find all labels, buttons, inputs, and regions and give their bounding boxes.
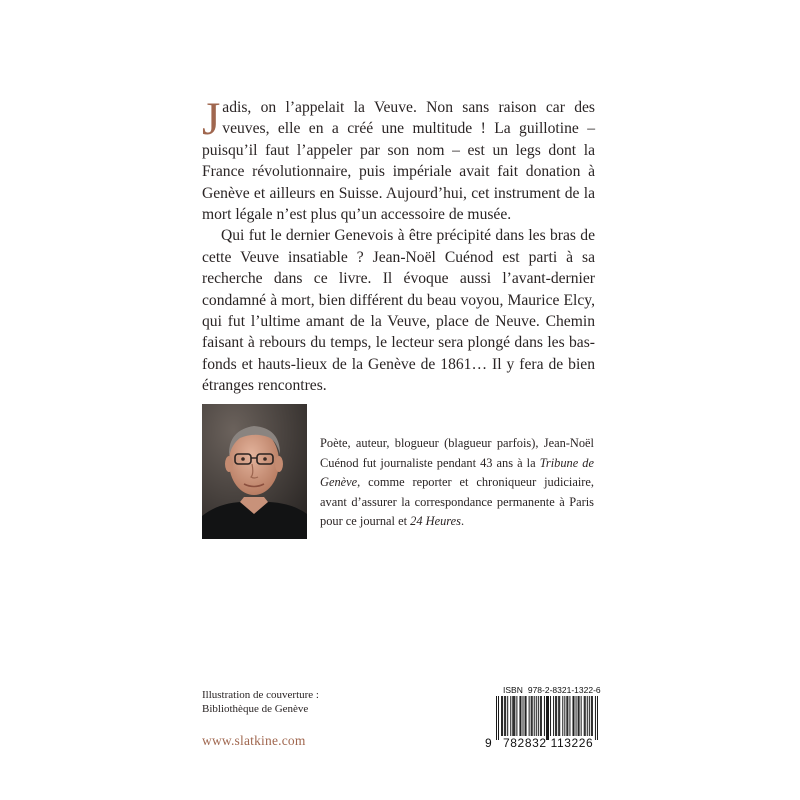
barcode-bar xyxy=(525,696,526,736)
barcode-bar xyxy=(558,696,559,736)
barcode-bar xyxy=(553,696,554,736)
bio-text-3: . xyxy=(460,514,465,528)
barcode-bar xyxy=(573,696,574,736)
blurb-paragraph-1 xyxy=(202,93,595,225)
publisher-website: www.slatkine.com xyxy=(202,733,306,748)
barcode-bar xyxy=(520,696,521,736)
barcode-bar xyxy=(507,696,508,736)
barcode-bar xyxy=(584,696,585,736)
author-portrait-image xyxy=(202,404,307,539)
barcode-bar xyxy=(576,696,577,736)
bio-text-2: , comme reporter et chroniqueur judiciaire, avant d’assurer la correspondance permanente à Paris pour ce journal et xyxy=(320,475,594,528)
barcode-bar xyxy=(547,696,548,740)
barcode-bar xyxy=(581,696,582,736)
barcode-bar xyxy=(566,696,567,736)
barcode-bar xyxy=(555,696,556,736)
barcode-bar xyxy=(589,696,590,736)
credit-line-2: Bibliothèque de Genève xyxy=(202,703,309,715)
barcode-bar xyxy=(501,696,502,736)
barcode-bar xyxy=(559,696,560,736)
barcode-bar xyxy=(531,696,532,736)
barcode-bar xyxy=(567,696,568,736)
barcode-bar xyxy=(502,696,503,736)
barcode-bar xyxy=(514,696,515,736)
barcode-bars xyxy=(496,696,598,740)
bio-publication-1: Tribune de Genève xyxy=(320,455,595,489)
barcode-bar xyxy=(597,696,598,740)
bio-publication-2: 24 Heures xyxy=(410,514,461,528)
barcode-bar xyxy=(591,696,592,736)
barcode-bar xyxy=(578,696,579,736)
barcode-bar xyxy=(574,696,575,736)
barcode-bar xyxy=(595,696,596,740)
barcode-bar xyxy=(498,696,499,740)
barcode-bar xyxy=(540,696,541,736)
barcode-bar xyxy=(562,696,563,736)
barcode-bar xyxy=(536,696,537,736)
barcode-bar xyxy=(519,696,520,736)
ean-digits: 782832 113226 xyxy=(503,736,594,750)
barcode-bar xyxy=(496,696,497,740)
bio-text-1: Poète, auteur, blogueur (blagueur parfois), Jean-Noël Cuénod fut journaliste pendant 43 ans à la xyxy=(320,436,594,470)
blurb-paragraph-1-text: adis, on l’appelait la Veuve. Non sans raison car des veuves, elle en a créé une multitude ! La guillotine – puisqu’il faut l’appeler par son nom – est un legs dont la France révolutionnaire, puis impériale avait fait donation à Genève et ailleurs en Suisse. Aujourd’hui, cet instrument de la mort légale n’est plus qu’un accessoire de musée. xyxy=(202,99,595,224)
barcode-bar xyxy=(544,696,545,736)
barcode-bar xyxy=(529,696,530,736)
barcode-bar xyxy=(564,696,565,736)
barcode-bar xyxy=(546,696,547,740)
barcode-bar xyxy=(538,696,539,736)
barcode-bar xyxy=(534,696,535,736)
barcode-bar xyxy=(579,696,580,736)
blurb-paragraph-2: Qui fut le dernier Genevois à être précipité dans les bras de cette Veuve insatiable ? Jean-Noël Cuénod est parti à sa recherche dans ce livre. Il évoque aussi l’avant-dernier condamné à mort, bien différent du beau voyou, Maurice Elcy, qui fut l’ultime amant de la Veuve, place de Neuve. Chemin faisant à rebours du temps, le lecteur sera plongé dans les bas-fonds et hauts-lieux de la Genève de 1861… Il y fera de bien étranges rencontres. xyxy=(202,227,595,395)
barcode-bar xyxy=(523,696,524,736)
barcode-bar xyxy=(548,696,549,740)
barcode-bar xyxy=(505,696,506,736)
barcode-bar xyxy=(513,696,514,736)
drop-cap: J xyxy=(202,93,221,145)
barcode-bar xyxy=(556,696,557,736)
isbn-label xyxy=(503,685,601,695)
barcode-bar xyxy=(550,696,551,736)
isbn-number: 978-2-8321-1322-6 xyxy=(527,685,601,695)
ean-first-digit: 9 xyxy=(485,736,492,750)
barcode-bar xyxy=(587,696,588,736)
author-bio xyxy=(320,434,594,532)
barcode-bar xyxy=(592,696,593,736)
barcode-bar xyxy=(510,696,511,736)
isbn-barcode xyxy=(484,685,601,760)
isbn-prefix: ISBN xyxy=(503,685,523,695)
barcode-bar xyxy=(516,696,517,736)
author-photo xyxy=(202,404,307,539)
cover-illustration-credit xyxy=(202,688,319,716)
barcode-bar xyxy=(532,696,533,736)
barcode-bar xyxy=(504,696,505,736)
barcode-bar xyxy=(526,696,527,736)
barcode-bar xyxy=(569,696,570,736)
barcode-bar xyxy=(585,696,586,736)
barcode-bar xyxy=(541,696,542,736)
barcode-bar xyxy=(512,696,513,736)
credit-line-1: Illustration de couverture : xyxy=(202,689,319,701)
back-cover-blurb xyxy=(202,93,595,397)
